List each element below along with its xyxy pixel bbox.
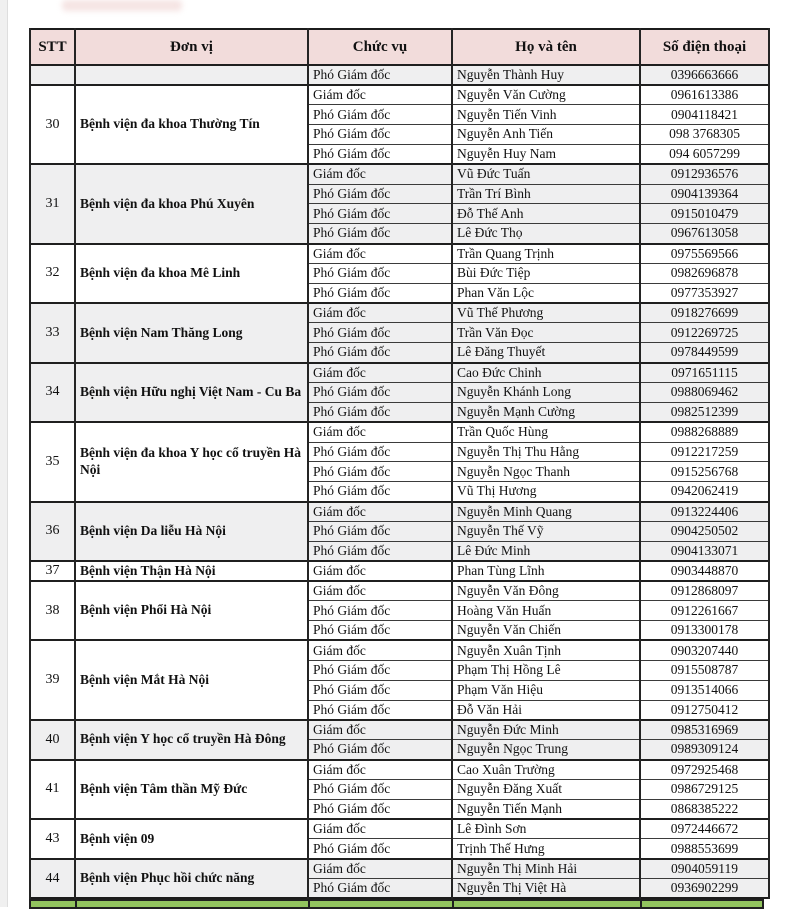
- name-cell: Nguyễn Ngọc Thanh: [452, 462, 640, 482]
- position-cell: Phó Giám đốc: [308, 184, 452, 204]
- name-cell: Nguyễn Văn Chiến: [452, 621, 640, 641]
- phone-cell: 0912217259: [640, 442, 769, 462]
- position-cell: Phó Giám đốc: [308, 799, 452, 819]
- stt-cell: 40: [30, 720, 75, 760]
- position-cell: Giám đốc: [308, 363, 452, 383]
- position-cell: Phó Giám đốc: [308, 839, 452, 859]
- unit-cell: Bệnh viện 09: [75, 819, 308, 859]
- position-cell: Phó Giám đốc: [308, 442, 452, 462]
- name-cell: Bùi Đức Tiệp: [452, 263, 640, 283]
- phone-cell: 0972446672: [640, 819, 769, 839]
- phone-cell: 0868385222: [640, 799, 769, 819]
- position-cell: Phó Giám đốc: [308, 105, 452, 125]
- position-cell: Phó Giám đốc: [308, 402, 452, 422]
- table-header: [30, 29, 769, 65]
- position-cell: Phó Giám đốc: [308, 601, 452, 621]
- position-cell: Giám đốc: [308, 85, 452, 105]
- phone-cell: 0977353927: [640, 283, 769, 303]
- phone-cell: 098 3768305: [640, 125, 769, 145]
- unit-cell: Bệnh viện Da liễu Hà Nội: [75, 502, 308, 562]
- name-cell: Trần Quang Trịnh: [452, 244, 640, 264]
- position-cell: Giám đốc: [308, 561, 452, 581]
- column-divider: [308, 901, 310, 907]
- column-header-position: Chức vụ: [308, 29, 452, 65]
- name-cell: Nguyễn Minh Quang: [452, 502, 640, 522]
- phone-cell: 0972925468: [640, 760, 769, 780]
- unit-cell: Bệnh viện Nam Thăng Long: [75, 303, 308, 363]
- name-cell: Nguyễn Thị Việt Hà: [452, 879, 640, 899]
- name-cell: Nguyễn Ngọc Trung: [452, 740, 640, 760]
- phone-cell: 0982696878: [640, 263, 769, 283]
- stt-cell: 41: [30, 760, 75, 820]
- position-cell: Phó Giám đốc: [308, 541, 452, 561]
- phone-cell: 0904118421: [640, 105, 769, 125]
- column-divider: [75, 901, 77, 907]
- position-cell: Phó Giám đốc: [308, 224, 452, 244]
- position-cell: Giám đốc: [308, 502, 452, 522]
- position-cell: Phó Giám đốc: [308, 680, 452, 700]
- position-cell: Giám đốc: [308, 640, 452, 660]
- table-row: [30, 65, 769, 85]
- name-cell: Phan Văn Lộc: [452, 283, 640, 303]
- position-cell: Phó Giám đốc: [308, 462, 452, 482]
- position-cell: Phó Giám đốc: [308, 879, 452, 899]
- table-row: [30, 303, 769, 323]
- unit-cell: Bệnh viện Thận Hà Nội: [75, 561, 308, 581]
- position-cell: Phó Giám đốc: [308, 700, 452, 720]
- phone-cell: 0903207440: [640, 640, 769, 660]
- name-cell: Vũ Đức Tuấn: [452, 164, 640, 184]
- phone-cell: 0912750412: [640, 700, 769, 720]
- name-cell: Nguyễn Khánh Long: [452, 383, 640, 403]
- phone-cell: 0915508787: [640, 660, 769, 680]
- phone-cell: 0988268889: [640, 422, 769, 442]
- stt-cell: 44: [30, 859, 75, 899]
- name-cell: Nguyễn Tiến Vinh: [452, 105, 640, 125]
- phone-cell: 0918276699: [640, 303, 769, 323]
- position-cell: Phó Giám đốc: [308, 144, 452, 164]
- table-row: [30, 164, 769, 184]
- unit-cell: [75, 65, 308, 85]
- position-cell: Phó Giám đốc: [308, 263, 452, 283]
- table-row: [30, 720, 769, 740]
- unit-cell: Bệnh viện Tâm thần Mỹ Đức: [75, 760, 308, 820]
- position-cell: Phó Giám đốc: [308, 383, 452, 403]
- name-cell: Vũ Thế Phương: [452, 303, 640, 323]
- phone-cell: 0904059119: [640, 859, 769, 879]
- position-cell: Giám đốc: [308, 422, 452, 442]
- column-divider: [452, 901, 454, 907]
- name-cell: Phạm Thị Hồng Lê: [452, 660, 640, 680]
- position-cell: Phó Giám đốc: [308, 740, 452, 760]
- hospital-contacts-table: [29, 28, 770, 899]
- name-cell: Lê Đăng Thuyết: [452, 343, 640, 363]
- stt-cell: 33: [30, 303, 75, 363]
- name-cell: Trần Văn Đọc: [452, 323, 640, 343]
- name-cell: Vũ Thị Hương: [452, 482, 640, 502]
- unit-cell: Bệnh viện đa khoa Phú Xuyên: [75, 164, 308, 243]
- position-cell: Giám đốc: [308, 244, 452, 264]
- table-row: [30, 502, 769, 522]
- phone-cell: 0986729125: [640, 779, 769, 799]
- phone-cell: 0942062419: [640, 482, 769, 502]
- phone-cell: 0904133071: [640, 541, 769, 561]
- phone-cell: 0915256768: [640, 462, 769, 482]
- name-cell: Hoàng Văn Huấn: [452, 601, 640, 621]
- phone-cell: 0913224406: [640, 502, 769, 522]
- phone-cell: 0988069462: [640, 383, 769, 403]
- phone-cell: 0988553699: [640, 839, 769, 859]
- table-row: [30, 363, 769, 383]
- phone-cell: 0396663666: [640, 65, 769, 85]
- unit-cell: Bệnh viện Mắt Hà Nội: [75, 640, 308, 719]
- position-cell: Phó Giám đốc: [308, 65, 452, 85]
- phone-cell: 0936902299: [640, 879, 769, 899]
- stt-cell: 35: [30, 422, 75, 501]
- name-cell: Nguyễn Huy Nam: [452, 144, 640, 164]
- name-cell: Phạm Văn Hiệu: [452, 680, 640, 700]
- name-cell: Nguyễn Tiến Mạnh: [452, 799, 640, 819]
- stt-cell: 31: [30, 164, 75, 243]
- phone-cell: 0912261667: [640, 601, 769, 621]
- table-row: [30, 760, 769, 780]
- position-cell: Giám đốc: [308, 720, 452, 740]
- position-cell: Phó Giám đốc: [308, 283, 452, 303]
- table-row: [30, 244, 769, 264]
- table-row: [30, 640, 769, 660]
- name-cell: Lê Đức Minh: [452, 541, 640, 561]
- position-cell: Giám đốc: [308, 819, 452, 839]
- name-cell: Nguyễn Thị Thu Hằng: [452, 442, 640, 462]
- stt-cell: 36: [30, 502, 75, 562]
- stt-cell: 37: [30, 561, 75, 581]
- phone-cell: 0982512399: [640, 402, 769, 422]
- position-cell: Phó Giám đốc: [308, 125, 452, 145]
- phone-cell: 0961613386: [640, 85, 769, 105]
- name-cell: Cao Xuân Trường: [452, 760, 640, 780]
- name-cell: Phan Tùng Lĩnh: [452, 561, 640, 581]
- phone-cell: 0903448870: [640, 561, 769, 581]
- unit-cell: Bệnh viện Phục hồi chức năng: [75, 859, 308, 899]
- name-cell: Lê Đức Thọ: [452, 224, 640, 244]
- table-row: [30, 819, 769, 839]
- phone-cell: 0912868097: [640, 581, 769, 601]
- stt-cell: 32: [30, 244, 75, 304]
- column-header-name: Họ và tên: [452, 29, 640, 65]
- phone-cell: 0978449599: [640, 343, 769, 363]
- phone-cell: 0915010479: [640, 204, 769, 224]
- table-body: [30, 65, 769, 898]
- position-cell: Giám đốc: [308, 303, 452, 323]
- page-left-edge: [0, 0, 8, 907]
- stt-cell: [30, 65, 75, 85]
- position-cell: Phó Giám đốc: [308, 660, 452, 680]
- stt-cell: 30: [30, 85, 75, 164]
- unit-cell: Bệnh viện Phổi Hà Nội: [75, 581, 308, 641]
- name-cell: Nguyễn Thành Huy: [452, 65, 640, 85]
- unit-cell: Bệnh viện Hữu nghị Việt Nam - Cu Ba: [75, 363, 308, 423]
- position-cell: Phó Giám đốc: [308, 204, 452, 224]
- name-cell: Cao Đức Chinh: [452, 363, 640, 383]
- phone-cell: 0989309124: [640, 740, 769, 760]
- unit-cell: Bệnh viện Y học cổ truyền Hà Đông: [75, 720, 308, 760]
- column-header-phone: Số điện thoại: [640, 29, 769, 65]
- phone-cell: 0971651115: [640, 363, 769, 383]
- previous-header-remnant: [62, 0, 182, 11]
- name-cell: Nguyễn Văn Đông: [452, 581, 640, 601]
- position-cell: Phó Giám đốc: [308, 621, 452, 641]
- table-row: [30, 422, 769, 442]
- name-cell: Đỗ Thế Anh: [452, 204, 640, 224]
- name-cell: Nguyễn Xuân Tịnh: [452, 640, 640, 660]
- position-cell: Giám đốc: [308, 760, 452, 780]
- unit-cell: Bệnh viện đa khoa Thường Tín: [75, 85, 308, 164]
- phone-cell: 094 6057299: [640, 144, 769, 164]
- name-cell: Nguyễn Văn Cường: [452, 85, 640, 105]
- next-section-header-bar: [29, 899, 764, 909]
- name-cell: Trần Trí Bình: [452, 184, 640, 204]
- stt-cell: 43: [30, 819, 75, 859]
- stt-cell: 39: [30, 640, 75, 719]
- table-row: [30, 859, 769, 879]
- unit-cell: Bệnh viện đa khoa Y học cổ truyền Hà Nội: [75, 422, 308, 501]
- column-header-stt: STT: [30, 29, 75, 65]
- phone-cell: 0904139364: [640, 184, 769, 204]
- position-cell: Giám đốc: [308, 164, 452, 184]
- table-row: [30, 85, 769, 105]
- column-header-unit: Đơn vị: [75, 29, 308, 65]
- phone-cell: 0975569566: [640, 244, 769, 264]
- unit-cell: Bệnh viện đa khoa Mê Linh: [75, 244, 308, 304]
- position-cell: Phó Giám đốc: [308, 482, 452, 502]
- position-cell: Phó Giám đốc: [308, 779, 452, 799]
- position-cell: Phó Giám đốc: [308, 343, 452, 363]
- position-cell: Giám đốc: [308, 581, 452, 601]
- table-row: [30, 561, 769, 581]
- name-cell: Lê Đình Sơn: [452, 819, 640, 839]
- phone-cell: 0904250502: [640, 521, 769, 541]
- phone-cell: 0913300178: [640, 621, 769, 641]
- name-cell: Nguyễn Đăng Xuất: [452, 779, 640, 799]
- table-row: [30, 581, 769, 601]
- phone-cell: 0912936576: [640, 164, 769, 184]
- stt-cell: 34: [30, 363, 75, 423]
- name-cell: Trần Quốc Hùng: [452, 422, 640, 442]
- column-divider: [640, 901, 642, 907]
- name-cell: Nguyễn Thị Minh Hải: [452, 859, 640, 879]
- name-cell: Đỗ Văn Hải: [452, 700, 640, 720]
- name-cell: Nguyễn Đức Minh: [452, 720, 640, 740]
- name-cell: Nguyễn Thế Vỹ: [452, 521, 640, 541]
- name-cell: Nguyễn Anh Tiến: [452, 125, 640, 145]
- name-cell: Nguyễn Mạnh Cường: [452, 402, 640, 422]
- phone-cell: 0913514066: [640, 680, 769, 700]
- position-cell: Phó Giám đốc: [308, 323, 452, 343]
- name-cell: Trịnh Thế Hưng: [452, 839, 640, 859]
- phone-cell: 0967613058: [640, 224, 769, 244]
- stt-cell: 38: [30, 581, 75, 641]
- phone-cell: 0912269725: [640, 323, 769, 343]
- position-cell: Giám đốc: [308, 859, 452, 879]
- phone-cell: 0985316969: [640, 720, 769, 740]
- position-cell: Phó Giám đốc: [308, 521, 452, 541]
